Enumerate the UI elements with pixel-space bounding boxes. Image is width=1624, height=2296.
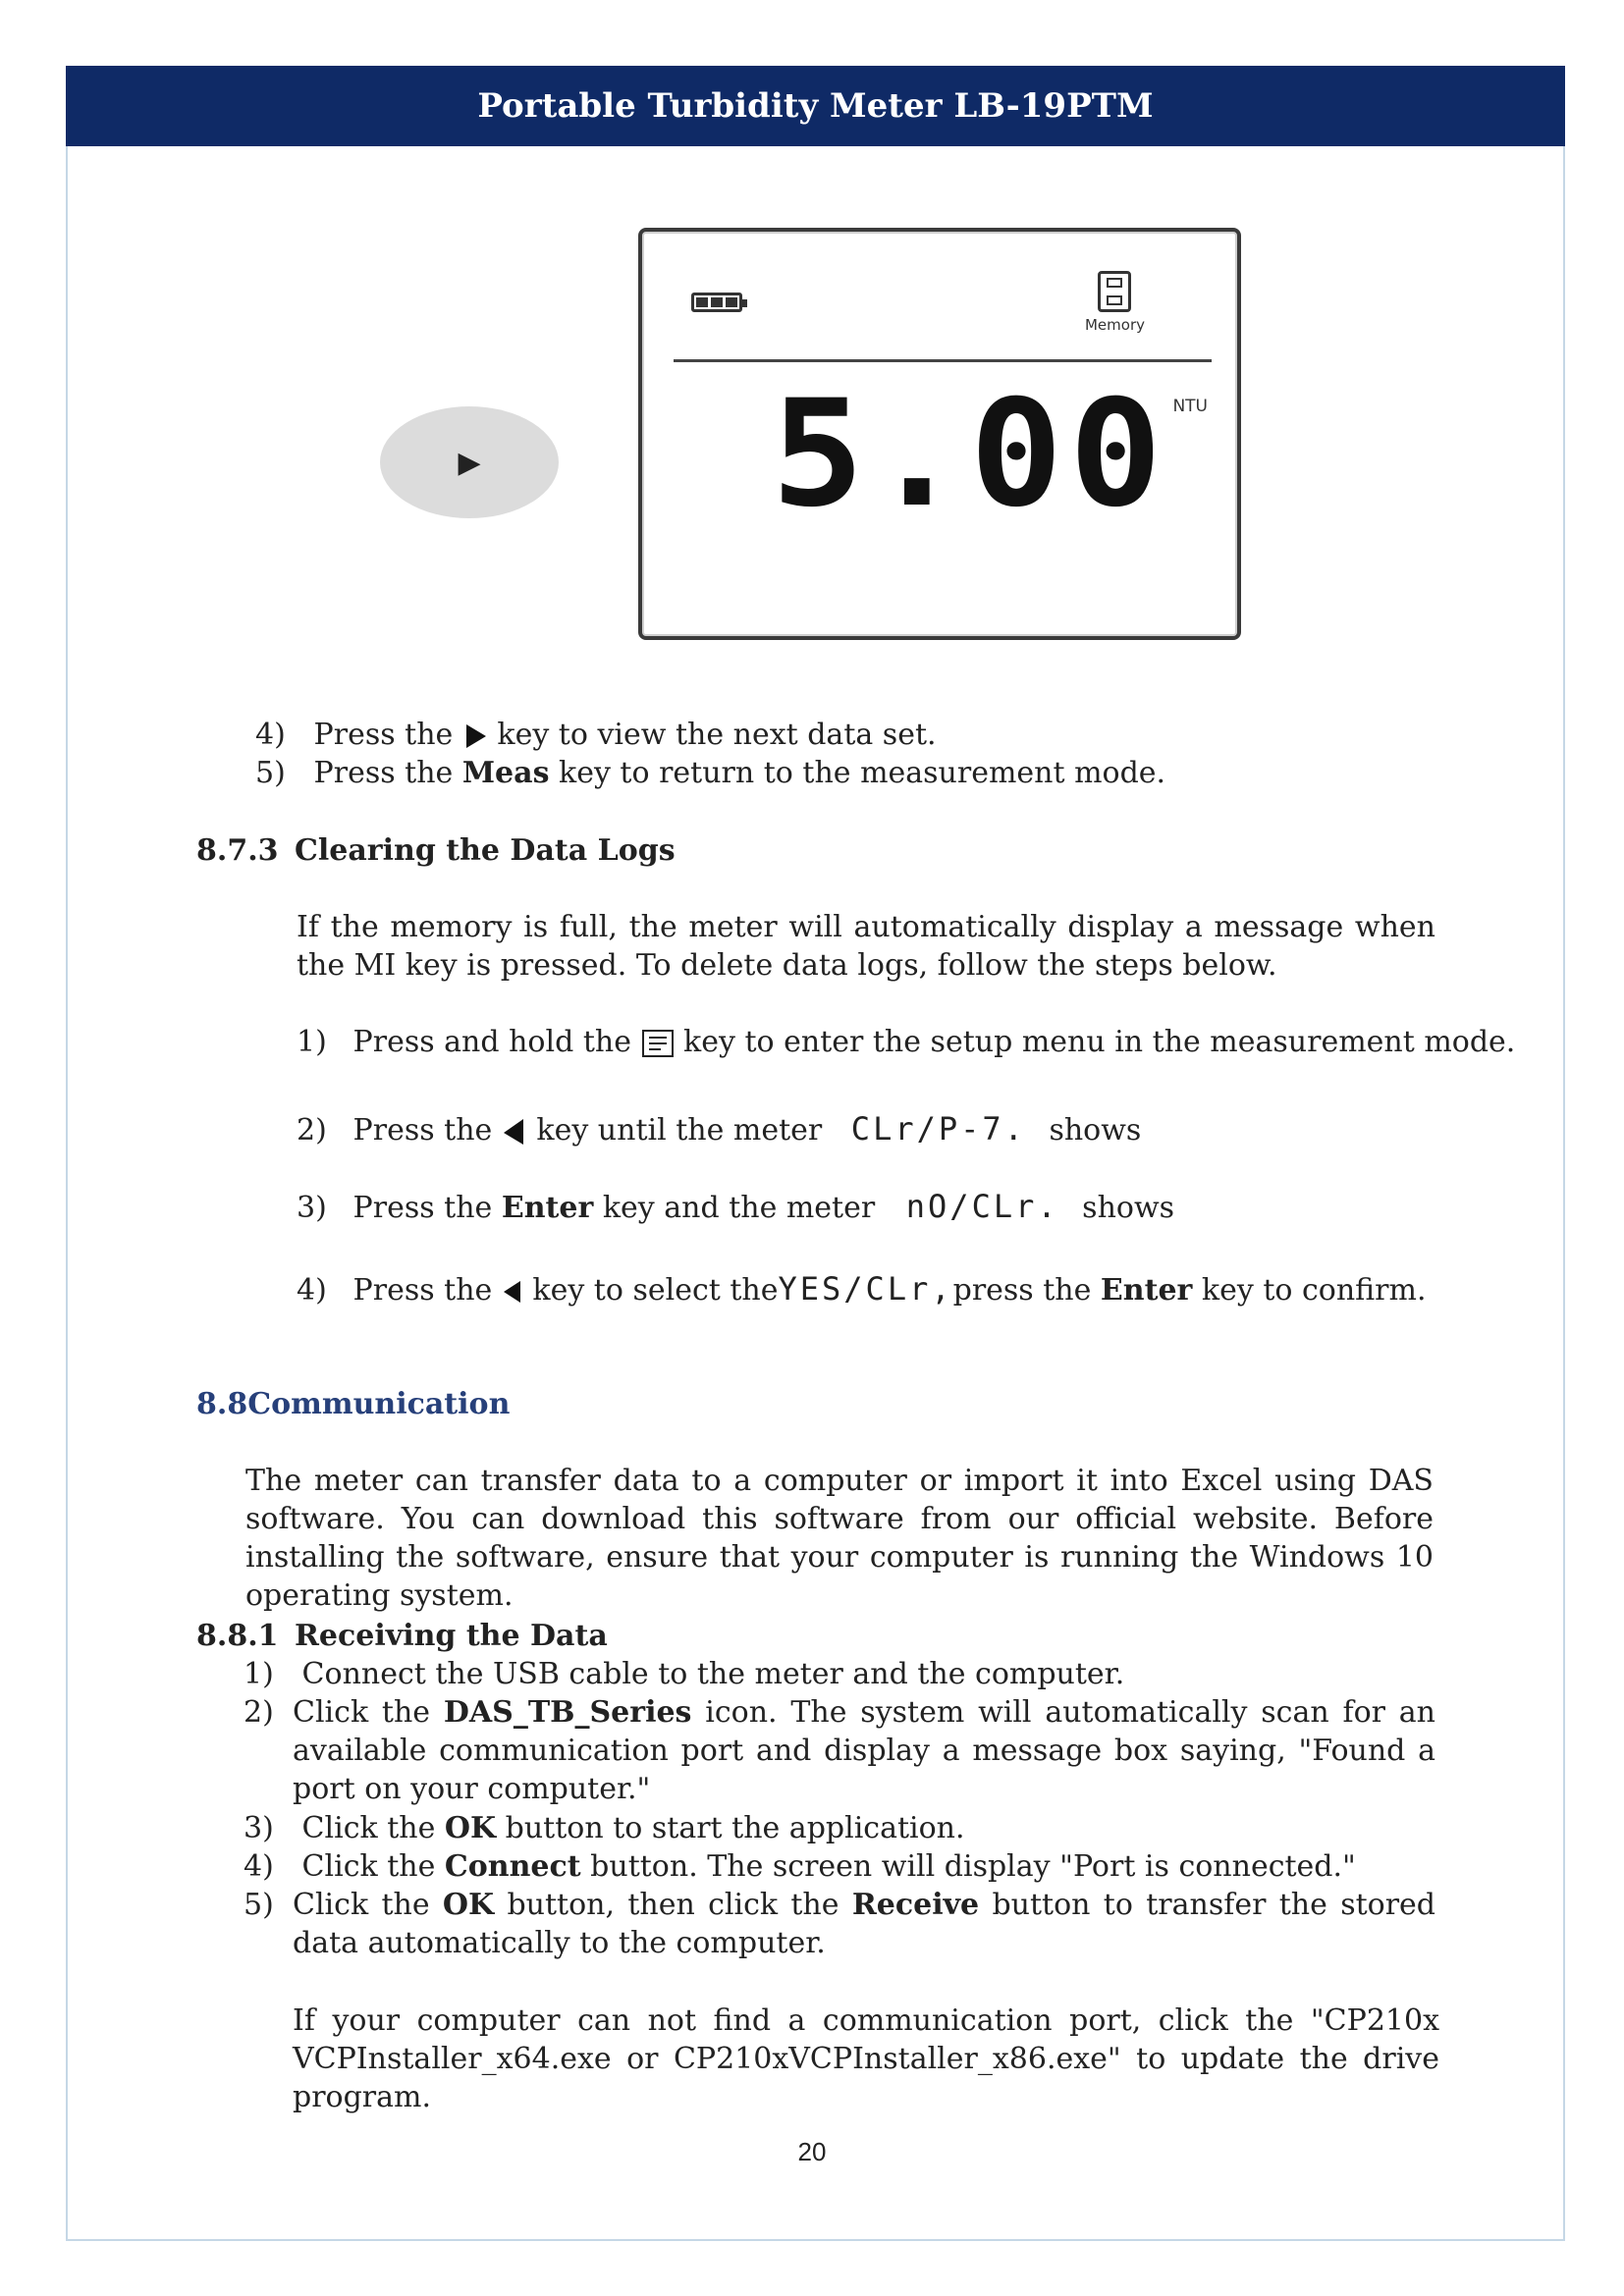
item-text: key and the meter xyxy=(602,1191,876,1225)
paragraph: If the memory is full, the meter will automatically display a message when the MI key is pressed. To delete data logs, follow the steps below. xyxy=(297,910,1435,983)
item-number: 2) xyxy=(244,1695,274,1730)
page-header: Portable Turbidity Meter LB-19PTM xyxy=(66,66,1565,146)
list-item xyxy=(297,1187,1174,1228)
list-item xyxy=(244,1809,965,1848)
item-text: key to return to the measurement mode. xyxy=(559,756,1166,790)
item-bold: OK xyxy=(442,1888,495,1922)
item-number: 4) xyxy=(255,718,286,752)
item-number: 5) xyxy=(255,756,286,790)
item-text: button to transfer the stored data automatically to the computer. xyxy=(293,1888,1436,1960)
item-text: button. The screen will display "Port is connected." xyxy=(590,1849,1356,1884)
list-item xyxy=(255,716,937,755)
item-number: 1) xyxy=(297,1025,327,1059)
item-text: key until the meter xyxy=(536,1113,823,1148)
item-text: Click the xyxy=(301,1811,436,1845)
list-item xyxy=(244,1847,1356,1887)
section-number: 8.8.1 xyxy=(196,1619,279,1653)
item-bold: Connect xyxy=(444,1849,581,1884)
section-heading xyxy=(196,1385,510,1424)
item-text: Click the xyxy=(293,1888,430,1922)
lcd-unit: NTU xyxy=(1172,397,1208,416)
play-icon: ▶ xyxy=(458,445,481,480)
item-text: Press and hold the xyxy=(352,1025,631,1059)
battery-icon xyxy=(691,293,742,312)
section-title: Communication xyxy=(247,1387,511,1421)
item-text: key to select the xyxy=(532,1273,779,1308)
section-number: 8.8 xyxy=(196,1387,248,1421)
item-text: key to view the next data set. xyxy=(497,718,937,752)
item-number: 5) xyxy=(244,1888,274,1922)
item-number: 2) xyxy=(297,1113,327,1148)
list-item xyxy=(297,1109,1141,1150)
section-title: Clearing the Data Logs xyxy=(295,833,676,868)
right-arrow-icon xyxy=(462,722,488,750)
item-text: Click the xyxy=(301,1849,436,1884)
item-bold: Receive xyxy=(851,1888,980,1922)
item-text: Press the xyxy=(313,756,454,790)
item-text: Connect the USB cable to the meter and the computer. xyxy=(301,1657,1125,1691)
item-text: icon. The system will automatically scan for an available communication port and display a message box saying, "Found a port on your computer." xyxy=(293,1695,1435,1806)
section-number: 8.7.3 xyxy=(196,833,279,868)
list-item xyxy=(297,1023,1515,1062)
memory-label: Memory xyxy=(1084,316,1145,334)
item-bold: Meas xyxy=(461,756,550,790)
item-bold: Enter xyxy=(1100,1273,1193,1308)
lcd-reading: 5.00 xyxy=(771,369,1168,540)
page-number: 20 xyxy=(797,2137,827,2166)
item-text xyxy=(293,1693,1435,1808)
item-text: shows xyxy=(1049,1113,1142,1148)
item-text: shows xyxy=(1082,1191,1175,1225)
lcd-divider xyxy=(674,359,1212,362)
item-text xyxy=(293,1886,1435,1962)
list-item xyxy=(255,754,1165,793)
item-text: key to enter the setup menu in the measurement mode. xyxy=(683,1025,1516,1059)
lcd-message: CLr/P-7. xyxy=(850,1110,1026,1148)
lcd-message: YES/CLr, xyxy=(778,1270,953,1308)
item-text: Press the xyxy=(352,1191,493,1225)
item-bold: OK xyxy=(444,1811,497,1845)
item-number: 1) xyxy=(244,1657,274,1691)
item-number: 3) xyxy=(244,1811,274,1845)
item-text: key to confirm. xyxy=(1201,1273,1427,1308)
item-text: press the xyxy=(952,1273,1092,1308)
section-heading xyxy=(196,831,676,871)
left-arrow-icon xyxy=(502,1117,527,1147)
next-key-illustration xyxy=(380,406,559,518)
item-number: 4) xyxy=(297,1273,327,1308)
memory-icon xyxy=(1098,271,1131,312)
section-heading xyxy=(196,1617,608,1656)
note-paragraph: If your computer can not find a communication port, click the "CP210x VCPInstaller_x64.exe or CP210xVCPInstaller_x86.exe" to update the drive program. xyxy=(293,2003,1439,2114)
item-text: Press the xyxy=(352,1113,493,1148)
item-bold: Enter xyxy=(501,1191,594,1225)
item-text: Click the xyxy=(293,1695,431,1730)
left-arrow-icon xyxy=(502,1279,523,1305)
item-bold: DAS_TB_Series xyxy=(443,1695,692,1730)
menu-key-icon xyxy=(641,1029,675,1058)
lcd-display xyxy=(638,228,1241,640)
memory-indicator xyxy=(1085,271,1145,334)
list-item xyxy=(244,1655,1124,1694)
item-text: Press the xyxy=(313,718,454,752)
item-number: 4) xyxy=(244,1849,274,1884)
item-number: 3) xyxy=(297,1191,327,1225)
list-item xyxy=(297,1269,1427,1310)
item-text: button, then click the xyxy=(507,1888,839,1922)
item-text: Press the xyxy=(352,1273,493,1308)
item-text: button to start the application. xyxy=(505,1811,965,1845)
lcd-message: nO/CLr. xyxy=(905,1188,1059,1225)
paragraph: The meter can transfer data to a computer or import it into Excel using DAS software. You can download this software from our official website. Before installing the software, ensure that your computer is running the Windows 10 operating system. xyxy=(245,1464,1434,1613)
section-title: Receiving the Data xyxy=(295,1619,608,1653)
